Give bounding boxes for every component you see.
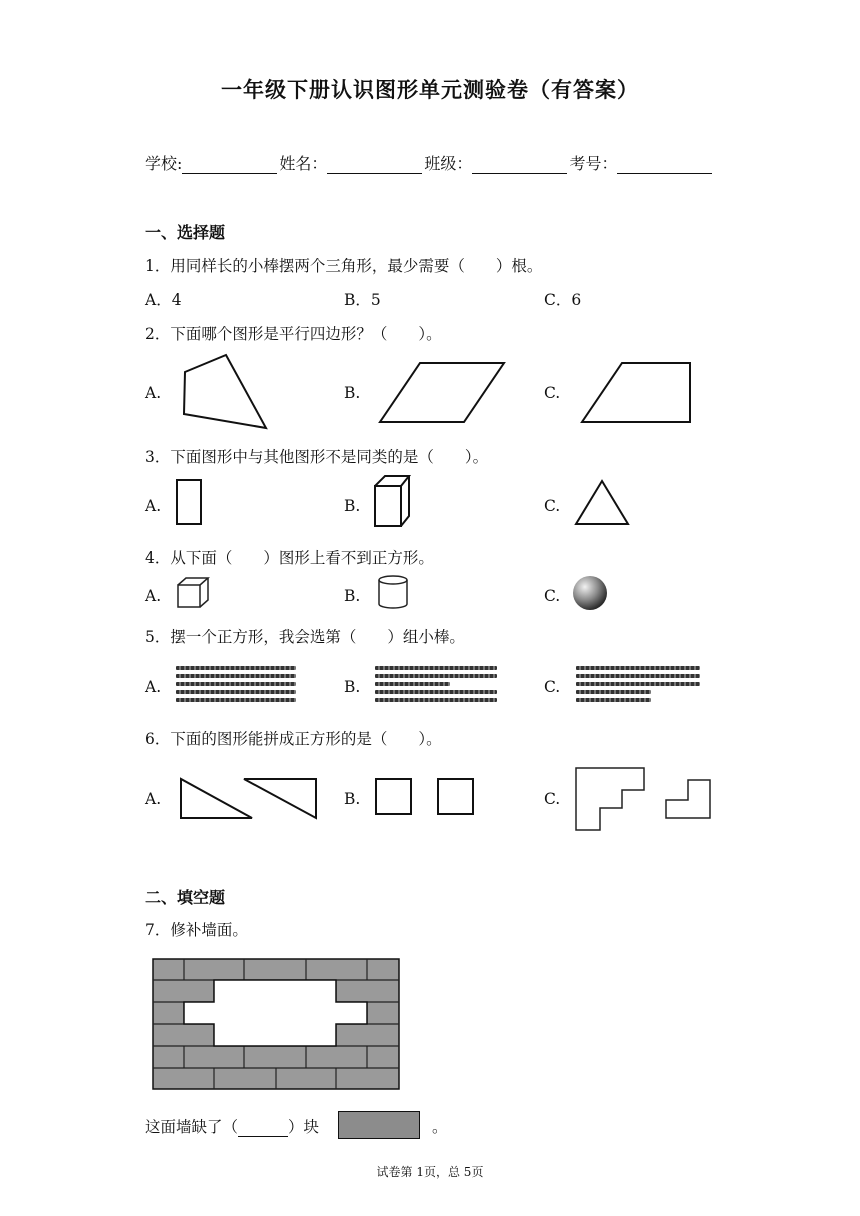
q7-answer-suffix: ）块 xyxy=(288,1118,320,1136)
cylinder-shape xyxy=(377,574,411,612)
q6-option-b[interactable]: B. xyxy=(344,790,361,808)
rectangle-shape xyxy=(175,478,205,528)
name-blank[interactable] xyxy=(327,158,422,174)
question-3: 3．下面图形中与其他图形不是同类的是（ ）。 xyxy=(145,448,489,466)
class-blank[interactable] xyxy=(472,158,567,174)
stick xyxy=(375,682,450,686)
stick xyxy=(576,698,651,702)
stick xyxy=(576,682,700,686)
q4-option-b[interactable]: B. xyxy=(344,587,361,605)
stick xyxy=(576,674,700,678)
q4-option-a[interactable]: A. xyxy=(145,587,162,605)
q5-option-b[interactable]: B. xyxy=(344,678,361,696)
cuboid-shape xyxy=(373,474,413,530)
q7-answer-prefix: 这面墙缺了（ xyxy=(145,1118,239,1136)
stick xyxy=(375,666,497,670)
q1-option-b[interactable]: B．5 xyxy=(344,291,381,309)
q3-option-c[interactable]: C. xyxy=(544,497,561,515)
section-fill-heading: 二、填空题 xyxy=(145,888,226,907)
stick xyxy=(375,690,497,694)
question-6: 6．下面的图形能拼成正方形的是（ ）。 xyxy=(145,730,442,748)
q7-answer-line xyxy=(145,1115,319,1137)
staircase-shapes xyxy=(574,766,714,834)
exam-no-blank[interactable] xyxy=(617,158,712,174)
q1-option-a[interactable]: A．4 xyxy=(145,291,182,309)
brick-wall-image xyxy=(152,958,400,1090)
triangle-shape xyxy=(574,478,632,528)
school-label: 学校: xyxy=(145,154,183,173)
q6-option-c[interactable]: C. xyxy=(544,790,561,808)
stick xyxy=(176,698,296,702)
q7-answer-blank[interactable] xyxy=(238,1121,288,1137)
two-triangles-shape xyxy=(178,776,320,822)
stick xyxy=(375,674,497,678)
question-4: 4．从下面（ ）图形上看不到正方形。 xyxy=(145,549,434,567)
q7-end-mark: 。 xyxy=(432,1118,448,1136)
stick xyxy=(375,698,497,702)
class-label: 班级： xyxy=(424,154,473,173)
q2-option-a[interactable]: A. xyxy=(145,384,162,402)
page-title: 一年级下册认识图形单元测验卷（有答案） xyxy=(221,78,639,102)
brick-image xyxy=(338,1111,420,1139)
exam-no-label: 考号： xyxy=(569,154,618,173)
cube-shape xyxy=(176,576,212,610)
stick xyxy=(176,682,296,686)
q6-option-a[interactable]: A. xyxy=(145,790,162,808)
stick xyxy=(176,666,296,670)
question-1: 1．用同样长的小棒摆两个三角形，最少需要（ ）根。 xyxy=(145,257,543,275)
q2-option-b[interactable]: B. xyxy=(344,384,361,402)
stick xyxy=(176,690,296,694)
q4-option-c[interactable]: C. xyxy=(544,587,561,605)
name-label: 姓名： xyxy=(279,154,328,173)
student-info-line xyxy=(145,151,714,174)
trapezoid-shape xyxy=(580,360,695,426)
q5-option-a[interactable]: A. xyxy=(145,678,162,696)
question-5: 5．摆一个正方形，我会选第（ ）组小棒。 xyxy=(145,628,465,646)
school-blank[interactable] xyxy=(182,158,277,174)
stick xyxy=(576,690,651,694)
section-choice-heading: 一、选择题 xyxy=(145,223,226,242)
sphere-shape xyxy=(572,575,608,611)
question-2: 2．下面哪个图形是平行四边形？（ ）。 xyxy=(145,325,442,343)
two-squares-shape xyxy=(374,776,478,818)
q3-option-a[interactable]: A. xyxy=(145,497,162,515)
q1-option-c[interactable]: C．6 xyxy=(544,291,582,309)
q2-option-c[interactable]: C. xyxy=(544,384,561,402)
stick xyxy=(176,674,296,678)
q5-option-c[interactable]: C. xyxy=(544,678,561,696)
stick xyxy=(576,666,700,670)
question-7: 7．修补墙面。 xyxy=(145,921,248,939)
page-footer: 试卷第 1页，总 5页 xyxy=(376,1165,484,1179)
parallelogram-shape xyxy=(378,360,508,426)
q3-option-b[interactable]: B. xyxy=(344,497,361,515)
quadrilateral-shape xyxy=(180,352,270,432)
